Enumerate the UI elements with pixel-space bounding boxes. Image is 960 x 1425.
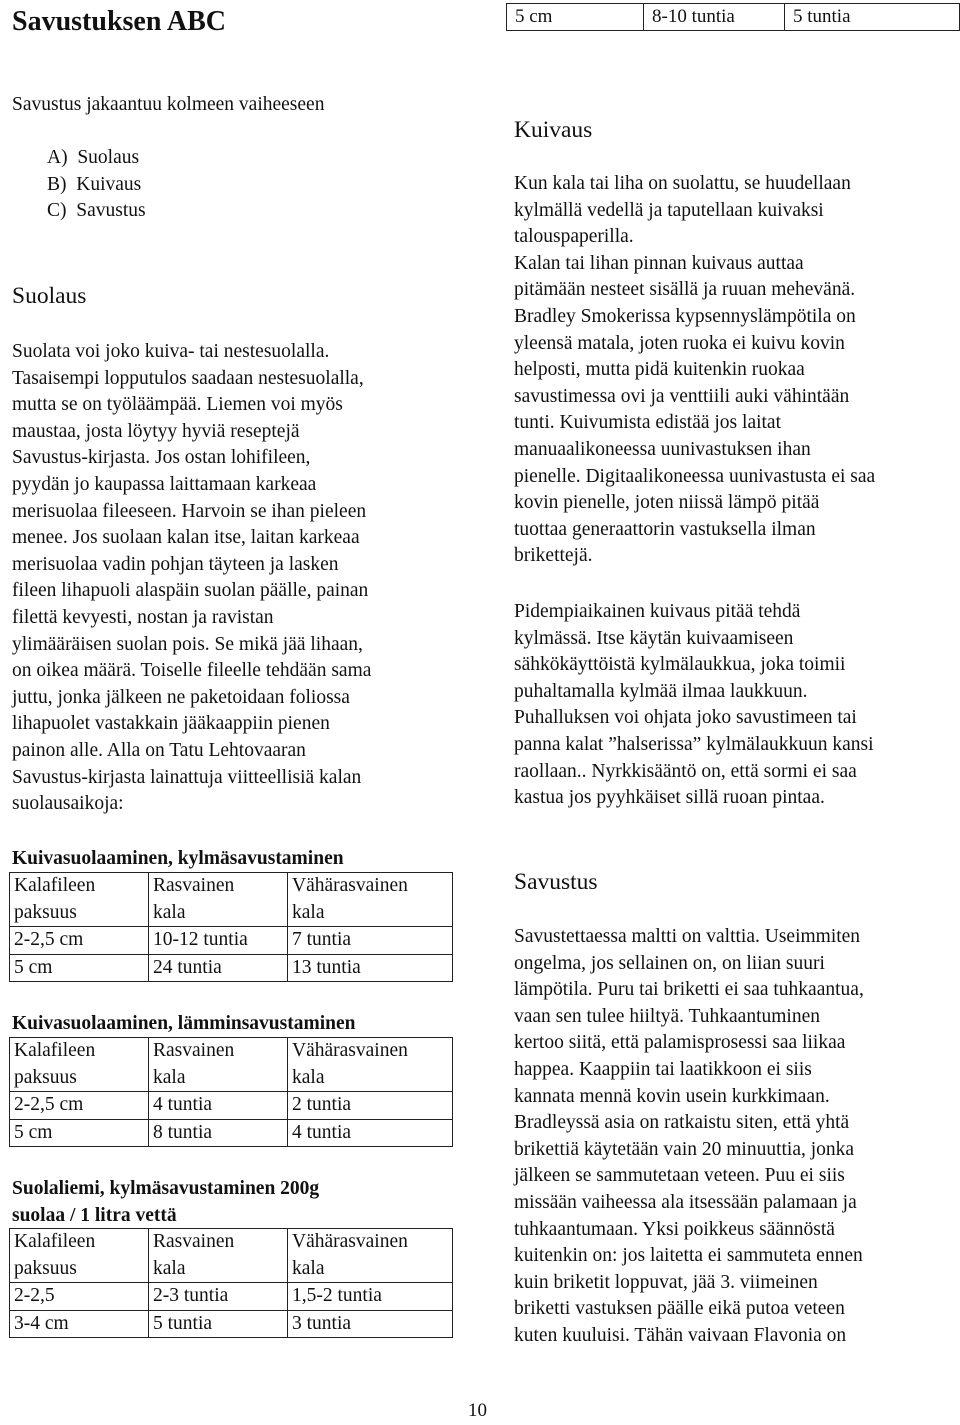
text-line: fileen lihapuoli alaspäin suolan päälle, painan bbox=[12, 580, 369, 602]
text-line: Bradley Smokerissa kypsennyslämpötila on bbox=[514, 305, 856, 327]
text-line: manuaalikoneessa uunivastuksen ihan bbox=[514, 438, 811, 460]
text-line: missään vaiheessa ala itsessään palamaan ja bbox=[514, 1191, 857, 1213]
table3-title: Suolaliemi, kylmäsavustaminen 200g suolaa / 1 litra vettä bbox=[12, 1178, 320, 1226]
text-line: raollaan.. Nyrkkisääntö on, että sormi ei saa bbox=[514, 760, 857, 782]
table-cell: 2-2,5 cm bbox=[10, 1092, 149, 1120]
text-line: talouspaperilla. bbox=[514, 226, 634, 248]
text-line: kuten kuuluisi. Tähän vaivaan Flavonia on bbox=[514, 1324, 847, 1346]
text-line: ylimääräisen suolan pois. Se mikä jää lihaan, bbox=[12, 633, 363, 655]
text-line: kovin pienelle, joten niissä lämpö pitää bbox=[514, 492, 820, 514]
table-header-row bbox=[10, 1038, 453, 1092]
text-line: brikettejä. bbox=[514, 545, 593, 567]
text-line: tuhkaantumaan. Yksi poikkeus säännöstä bbox=[514, 1218, 835, 1240]
text-line: vaan sen tulee hiiltyä. Tuhkaantuminen bbox=[514, 1005, 820, 1027]
text-line: yleensä matala, joten ruoka ei kuivu kovin bbox=[514, 332, 845, 354]
text-line: Kalan tai lihan pinnan kuivaus auttaa bbox=[514, 252, 804, 274]
text-line: panna kalat ”halserissa” kylmälaukkuun kansi bbox=[514, 733, 874, 755]
phase-item-b: B) Kuivaus bbox=[47, 173, 142, 195]
suolaus-body bbox=[12, 339, 371, 818]
table-cell: 1,5-2 tuntia bbox=[288, 1283, 453, 1311]
table-cell: 5 tuntia bbox=[149, 1310, 288, 1338]
text-line: pienelle. Digitaalikoneessa uunivastusta ei saa bbox=[514, 465, 876, 487]
text-line: Puhalluksen voi ohjata joko savustimeen tai bbox=[514, 707, 857, 729]
table-cell: 2 tuntia bbox=[288, 1092, 453, 1120]
text-line: Savustettaessa maltti on valttia. Useimmiten bbox=[514, 926, 861, 947]
table-row bbox=[10, 1092, 453, 1120]
text-line: brikettiä käytetään vain 20 minuuttia, jonka bbox=[514, 1138, 855, 1160]
phase-item-a: A) Suolaus bbox=[47, 147, 140, 168]
text-line: kylmällä vedellä ja taputellaan kuivaksi bbox=[514, 199, 824, 221]
kuivaus-heading: Kuivaus bbox=[514, 117, 593, 143]
text-line: maustaa, josta löytyy hyviä reseptejä bbox=[12, 420, 300, 442]
salting-table-1 bbox=[9, 872, 453, 982]
text-line: on oikea määrä. Toiselle fileelle tehdään sama bbox=[12, 660, 372, 682]
text-line: happea. Kaappiin tai laatikkoon ei siis bbox=[514, 1058, 812, 1080]
table-cell: 4 tuntia bbox=[149, 1092, 288, 1120]
table-cell: 24 tuntia bbox=[149, 954, 288, 982]
phase-list bbox=[47, 145, 146, 225]
intro-heading: Savustus jakaantuu kolmeen vaiheeseen bbox=[12, 94, 325, 115]
column-header: Kalafileen paksuus bbox=[10, 1229, 149, 1283]
table-cell: 3-4 cm bbox=[10, 1310, 149, 1338]
table-cell: 13 tuntia bbox=[288, 954, 453, 982]
column-header: Rasvainen kala bbox=[149, 1038, 288, 1092]
salting-table-2 bbox=[9, 1037, 453, 1147]
page-number: 10 bbox=[468, 1400, 487, 1421]
table-cell: 5 cm bbox=[10, 954, 149, 982]
text-line: suolausaikoja: bbox=[12, 793, 124, 815]
phase-item-c: C) Savustus bbox=[47, 200, 146, 222]
text-line: kertoo siitä, että palamisprosessi saa liikaa bbox=[514, 1032, 846, 1054]
text-line: puhaltamalla kylmää ilmaa laukkuun. bbox=[514, 680, 808, 702]
column-header: Vähärasvainen kala bbox=[288, 873, 453, 927]
text-line: kuitenkin on: jos laitetta ei sammuteta ennen bbox=[514, 1245, 863, 1267]
document-title: Savustuksen ABC bbox=[12, 6, 226, 37]
header-cell-thickness: 5 cm bbox=[507, 4, 644, 31]
text-line: Savustus-kirjasta lainattuja viitteellisiä kalan bbox=[12, 766, 362, 788]
text-line: pyydän jo kaupassa laittamaan karkeaa bbox=[12, 473, 317, 495]
column-header: Vähärasvainen kala bbox=[288, 1229, 453, 1283]
suolaus-heading: Suolaus bbox=[12, 283, 87, 309]
column-header: Kalafileen paksuus bbox=[10, 873, 149, 927]
table-cell: 7 tuntia bbox=[288, 927, 453, 955]
table-row bbox=[10, 927, 453, 955]
text-line: briketti vastuksen päälle eikä putoa veteen bbox=[514, 1298, 845, 1320]
text-line: juttu, jonka jälkeen ne paketoidaan foliossa bbox=[12, 686, 350, 708]
table-row bbox=[10, 954, 453, 982]
header-cell-lean-time: 5 tuntia bbox=[785, 4, 960, 31]
table-cell: 2-2,5 cm bbox=[10, 927, 149, 955]
text-line: painon alle. Alla on Tatu Lehtovaaran bbox=[12, 739, 306, 761]
column-header: Vähärasvainen kala bbox=[288, 1038, 453, 1092]
header-table bbox=[506, 3, 960, 31]
text-line: menee. Jos suolaan kalan itse, laitan karkeaa bbox=[12, 527, 360, 549]
salting-table-3 bbox=[9, 1228, 453, 1338]
text-line: Kun kala tai liha on suolattu, se huudellaan bbox=[514, 173, 851, 194]
table-header-row bbox=[10, 873, 453, 927]
column-header: Kalafileen paksuus bbox=[10, 1038, 149, 1092]
text-line: kannata mennä kovin usein kurkkimaan. bbox=[514, 1085, 830, 1107]
text-line: jälkeen se sammutetaan veteen. Puu ei siis bbox=[514, 1165, 845, 1187]
text-line: Suolata voi joko kuiva- tai nestesuolalla. bbox=[12, 341, 330, 362]
table-cell: 2-3 tuntia bbox=[149, 1283, 288, 1311]
text-line: merisuolaa vadin pohjan täyteen ja lasken bbox=[12, 553, 339, 575]
text-line: helposti, mutta pidä kuitenkin ruokaa bbox=[514, 359, 805, 381]
text-line: Tasaisempi lopputulos saadaan nestesuolalla, bbox=[12, 367, 364, 389]
text-line: filettä kevyesti, nostan ja ravistan bbox=[12, 606, 274, 628]
table-row bbox=[10, 1310, 453, 1338]
text-line: lämpötila. Puru tai briketti ei saa tuhkaantua, bbox=[514, 979, 864, 1001]
table-cell: 5 cm bbox=[10, 1119, 149, 1147]
table-cell: 8 tuntia bbox=[149, 1119, 288, 1147]
table-header-row bbox=[10, 1229, 453, 1283]
table1-title: Kuivasuolaaminen, kylmäsavustaminen bbox=[12, 848, 344, 869]
header-cell-fat-time: 8-10 tuntia bbox=[644, 4, 785, 31]
text-line: kuin briketit loppuvat, jää 3. viimeinen bbox=[514, 1271, 818, 1293]
text-line: ongelma, jos sellainen on, on liian suuri bbox=[514, 952, 825, 974]
text-line: pitämään nesteet sisällä ja ruuan mehevänä. bbox=[514, 279, 856, 301]
table-row bbox=[10, 1119, 453, 1147]
savustus-heading: Savustus bbox=[514, 869, 598, 895]
text-line: mutta se on työläämpää. Liemen voi myös bbox=[12, 394, 343, 416]
text-line: Bradleyssä asia on ratkaistu siten, että yhtä bbox=[514, 1112, 850, 1134]
text-line: sähkökäyttöistä kylmälaukkua, joka toimii bbox=[514, 654, 846, 676]
text-line: merisuolaa fileeseen. Harvoin se ihan pieleen bbox=[12, 500, 367, 522]
table-cell: 4 tuntia bbox=[288, 1119, 453, 1147]
text-line: Pidempiaikainen kuivaus pitää tehdä bbox=[514, 601, 801, 622]
text-line: savustimessa ovi ja venttiili auki vähintään bbox=[514, 385, 850, 407]
kuivaus-paragraph-2 bbox=[514, 599, 874, 812]
table-cell: 2-2,5 bbox=[10, 1283, 149, 1311]
text-line: tuottaa generaattorin vastuksella ilman bbox=[514, 518, 816, 540]
text-line: kastua jos pyyhkäiset sillä ruoan pintaa. bbox=[514, 787, 825, 809]
text-line: tunti. Kuivumista edistää jos laitat bbox=[514, 412, 782, 434]
text-line: lihapuolet vastakkain jääkaappiin pienen bbox=[12, 713, 330, 735]
table2-title: Kuivasuolaaminen, lämminsavustaminen bbox=[12, 1013, 356, 1034]
text-line: kylmässä. Itse käytän kuivaamiseen bbox=[514, 627, 794, 649]
column-header: Rasvainen kala bbox=[149, 1229, 288, 1283]
table-cell: 10-12 tuntia bbox=[149, 927, 288, 955]
table-cell: 3 tuntia bbox=[288, 1310, 453, 1338]
savustus-body bbox=[514, 924, 864, 1350]
kuivaus-paragraph-1 bbox=[514, 171, 875, 570]
column-header: Rasvainen kala bbox=[149, 873, 288, 927]
table-row bbox=[10, 1283, 453, 1311]
text-line: Savustus-kirjasta. Jos ostan lohifileen, bbox=[12, 447, 311, 469]
